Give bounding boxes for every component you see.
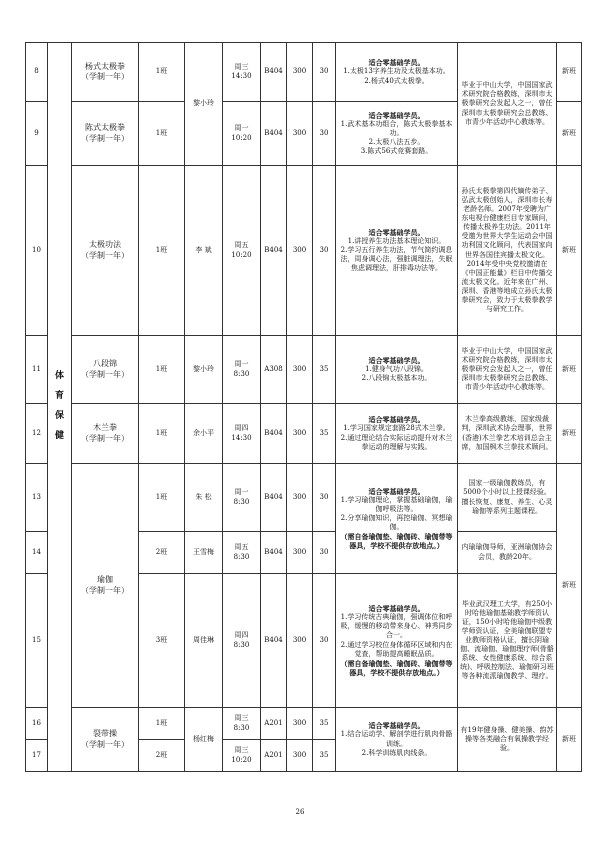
course-duration: （学制一年） bbox=[81, 250, 129, 260]
course-name: 木兰拳 bbox=[93, 423, 117, 433]
class-cell: 1班 bbox=[139, 404, 185, 464]
room-cell: B404 bbox=[261, 102, 287, 166]
course-duration: （学制一年） bbox=[81, 585, 129, 595]
time-cell: 周五 10:20 bbox=[223, 166, 261, 336]
row-number: 9 bbox=[26, 102, 48, 166]
time-cell: 周四 8:30 bbox=[223, 574, 261, 708]
teacher-cell: 余小平 bbox=[185, 404, 223, 464]
status-cell: 新班 bbox=[557, 166, 582, 336]
course-name-cell bbox=[72, 43, 139, 102]
course-name: 杨式太极拳 bbox=[85, 61, 125, 71]
seats-cell: 35 bbox=[313, 404, 336, 464]
class-cell: 1班 bbox=[139, 464, 185, 532]
seats-cell: 30 bbox=[313, 532, 336, 574]
row-number: 13 bbox=[26, 464, 48, 532]
course-description: 适合零基础学员。 1.学习瑜伽理论，掌握基础瑜伽，瑜伽呼吸法等。 2.分享瑜伽知识，再控瑜伽、冥想瑜伽。 （需自备瑜伽垫、瑜伽砖、瑜伽带等器具，学校不提供存放地点。） bbox=[336, 464, 458, 574]
class-cell: 2班 bbox=[139, 740, 185, 772]
course-name-cell bbox=[72, 166, 139, 336]
time-cell: 周一 8:30 bbox=[223, 336, 261, 404]
status-cell: 新班 bbox=[557, 404, 582, 464]
course-description: 适合零基础学员。 1.结合运动学、解剖学进行肌肉骨骼训练。 2.科学训练肌肉线条。 bbox=[336, 708, 458, 772]
class-cell: 1班 bbox=[139, 336, 185, 404]
teacher-cell: 王雪梅 bbox=[185, 532, 223, 574]
status-cell: 新班 bbox=[557, 708, 582, 772]
table-row bbox=[26, 166, 582, 336]
class-cell: 1班 bbox=[139, 166, 185, 336]
course-duration: （学制一年） bbox=[81, 433, 129, 443]
teacher-cell: 黎小玲 bbox=[185, 43, 223, 166]
row-number: 10 bbox=[26, 166, 48, 336]
row-number: 14 bbox=[26, 532, 48, 574]
course-description: 适合零基础学员。 1.太极13字养生功及太极基本功。 2.杨式40式太极拳。 bbox=[336, 43, 458, 102]
class-cell: 1班 bbox=[139, 43, 185, 102]
class-cell: 2班 bbox=[139, 532, 185, 574]
teacher-intro: 有19年健身操、健美操、韵苏操等各类融合有氧操教学经验。 bbox=[458, 708, 557, 772]
course-name: 陈式太极拳 bbox=[85, 123, 125, 133]
course-name: 瑜伽 bbox=[97, 575, 113, 585]
seats-cell: 30 bbox=[313, 43, 336, 102]
time-cell: 周五 8:30 bbox=[223, 532, 261, 574]
department-char: 体 bbox=[54, 371, 64, 382]
teacher-cell: 杨红梅 bbox=[185, 708, 223, 772]
fee-cell: 300 bbox=[287, 336, 313, 404]
room-cell: B404 bbox=[261, 464, 287, 532]
seats-cell: 30 bbox=[313, 102, 336, 166]
teacher-intro: 木兰拳高级教练，国家级裁判，深圳武术协会理事，世界(香港)木兰拳艺术培训总会主席，加国枫木兰拳技术顾问。 bbox=[458, 404, 557, 464]
fee-cell: 300 bbox=[287, 532, 313, 574]
status-cell: 新班 bbox=[557, 43, 582, 102]
seats-cell: 35 bbox=[313, 740, 336, 772]
room-cell: A308 bbox=[261, 336, 287, 404]
row-number: 17 bbox=[26, 740, 48, 772]
room-cell: B404 bbox=[261, 532, 287, 574]
fee-cell: 300 bbox=[287, 708, 313, 740]
time-cell: 周三 14:30 bbox=[223, 43, 261, 102]
row-number: 16 bbox=[26, 708, 48, 740]
course-duration: （学制一年） bbox=[81, 739, 129, 749]
course-name-cell bbox=[72, 336, 139, 404]
time-cell: 周四 14:30 bbox=[223, 404, 261, 464]
teacher-intro: 毕业于中山大学，中国国家武术研究院合格教练，深圳市太极拳研究会发起人之一，曾任深圳市太极拳研究会总教练、市青少年活动中心教练等。 bbox=[458, 336, 557, 404]
course-name-cell bbox=[72, 404, 139, 464]
course-description: 适合零基础学员。 1.武术基本功组合，陈式太极拳基本功。 2.太极八法五步。 3.陈式56式竞赛套路。 bbox=[336, 102, 458, 166]
time-cell: 周三 10:20 bbox=[223, 740, 261, 772]
teacher-intro: 毕业于中山大学，中国国家武术研究院合格教练，深圳市太极拳研究会发起人之一，曾任深圳市太极拳研究会总教练、市青少年活动中心教练等。 bbox=[458, 43, 557, 166]
course-name-cell bbox=[72, 708, 139, 772]
course-description: 适合零基础学员。 1.学习传统古典瑜伽，强调体位和呼吸，缓慢的移动带来身心、神秀同步合一。 2.通过学习校位身体循环区域和内在觉查，帮助提高睡眠品质。 （需自备瑜伽垫、瑜伽砖、瑜伽带等器具，学校不提供存放地点。） bbox=[336, 574, 458, 708]
teacher-cell: 李 斌 bbox=[185, 166, 223, 336]
fee-cell: 300 bbox=[287, 404, 313, 464]
fee-cell: 300 bbox=[287, 574, 313, 708]
course-table bbox=[25, 42, 582, 772]
time-cell: 周一 8:30 bbox=[223, 464, 261, 532]
seats-cell: 35 bbox=[313, 708, 336, 740]
course-duration: （学制一年） bbox=[81, 133, 129, 143]
row-number: 12 bbox=[26, 404, 48, 464]
course-name: 裂带操 bbox=[93, 729, 117, 739]
time-cell: 周一 10:20 bbox=[223, 102, 261, 166]
table-row bbox=[26, 336, 582, 404]
fee-cell: 300 bbox=[287, 166, 313, 336]
row-number: 15 bbox=[26, 574, 48, 708]
course-duration: （学制一年） bbox=[81, 369, 129, 379]
status-cell: 新班 bbox=[557, 336, 582, 404]
room-cell: B404 bbox=[261, 43, 287, 102]
fee-cell: 300 bbox=[287, 740, 313, 772]
course-duration: （学制一年） bbox=[81, 72, 129, 81]
department-char: 育 bbox=[54, 391, 64, 402]
course-name: 太极功法 bbox=[89, 240, 121, 250]
teacher-intro: 内瑜瑜伽导师，亚洲瑜伽协会会员，教龄20年。 bbox=[458, 532, 557, 574]
status-cell: 新班 bbox=[557, 464, 582, 708]
course-name-cell bbox=[72, 102, 139, 166]
teacher-intro: 国家一级瑜伽教练员，有5000个小时以上授课经验。擅长恢复、康复、养生、心灵瑜伽等系列主题课程。 bbox=[458, 464, 557, 532]
status-cell: 新班 bbox=[557, 102, 582, 166]
seats-cell: 30 bbox=[313, 464, 336, 532]
table-row bbox=[26, 708, 582, 740]
course-name-cell bbox=[72, 464, 139, 708]
department-char: 健 bbox=[54, 430, 64, 441]
seats-cell: 35 bbox=[313, 336, 336, 404]
class-cell: 1班 bbox=[139, 708, 185, 740]
course-description: 适合零基础学员。 1.讲授养生功法基本理论知识。 2.学习五行养生功法，节气简约调息法，周身调心法，强脏调理法，失眠焦虑调理法，肝排毒功法等。 bbox=[336, 166, 458, 336]
class-cell: 1班 bbox=[139, 102, 185, 166]
row-number: 11 bbox=[26, 336, 48, 404]
seats-cell: 30 bbox=[313, 166, 336, 336]
course-name: 八段锦 bbox=[93, 359, 117, 369]
teacher-cell: 黎小玲 bbox=[185, 336, 223, 404]
course-description: 适合零基础学员。 1.健身气功八段锦。 2.八段锦太极基本功。 bbox=[336, 336, 458, 404]
table-row bbox=[26, 404, 582, 464]
class-cell: 3班 bbox=[139, 574, 185, 708]
teacher-intro: 孙氏太极拳第四代嫡传弟子、弘武太极创始人，深圳市长寿老龄名师。2007年受聘为广东电视台健康栏目专家顾问，传播太极养生功法。2011年受邀为世界大学生运动会中国功利国文化顾问，代表国家向世界各国佳宾播太极文化。2014年受中央党校邀请在《中国正能量》栏目中传播交流太极文化。近年来在广州、深圳、香港等地成立孙氏太极拳研究会，致力于太极拳教学与研究工作。 bbox=[458, 166, 557, 336]
course-description: 适合零基础学员。 1.学习国家规定套路28式木兰拳。 2.通过理论结合实际运动提升对木兰拳运动的理解与实践。 bbox=[336, 404, 458, 464]
teacher-cell: 朱 松 bbox=[185, 464, 223, 532]
teacher-intro: 毕业武汉理工大学，有250小时哈他瑜伽基础教学师资认证，150小时哈他瑜伽中级教学师资认证，全美瑜伽联盟专业教师资格认证，擅长阴瑜伽、流瑜伽、瑜伽理疗师(骨骼系统、女性健康系统、综合系统)、呼吸控制法、瑜伽研习班等各种流派瑜伽教学、理疗。 bbox=[458, 574, 557, 708]
table-row bbox=[26, 43, 582, 102]
fee-cell: 300 bbox=[287, 102, 313, 166]
room-cell: A201 bbox=[261, 708, 287, 740]
page-number: 26 bbox=[295, 808, 305, 816]
teacher-cell: 周佳琳 bbox=[185, 574, 223, 708]
department-cell bbox=[48, 43, 72, 772]
seats-cell: 30 bbox=[313, 574, 336, 708]
room-cell: B404 bbox=[261, 404, 287, 464]
time-cell: 周三 8:30 bbox=[223, 708, 261, 740]
table-row bbox=[26, 464, 582, 532]
room-cell: A201 bbox=[261, 740, 287, 772]
room-cell: B404 bbox=[261, 166, 287, 336]
fee-cell: 300 bbox=[287, 43, 313, 102]
fee-cell: 300 bbox=[287, 464, 313, 532]
department-char: 保 bbox=[54, 411, 64, 421]
room-cell: B404 bbox=[261, 574, 287, 708]
row-number: 8 bbox=[26, 43, 48, 102]
